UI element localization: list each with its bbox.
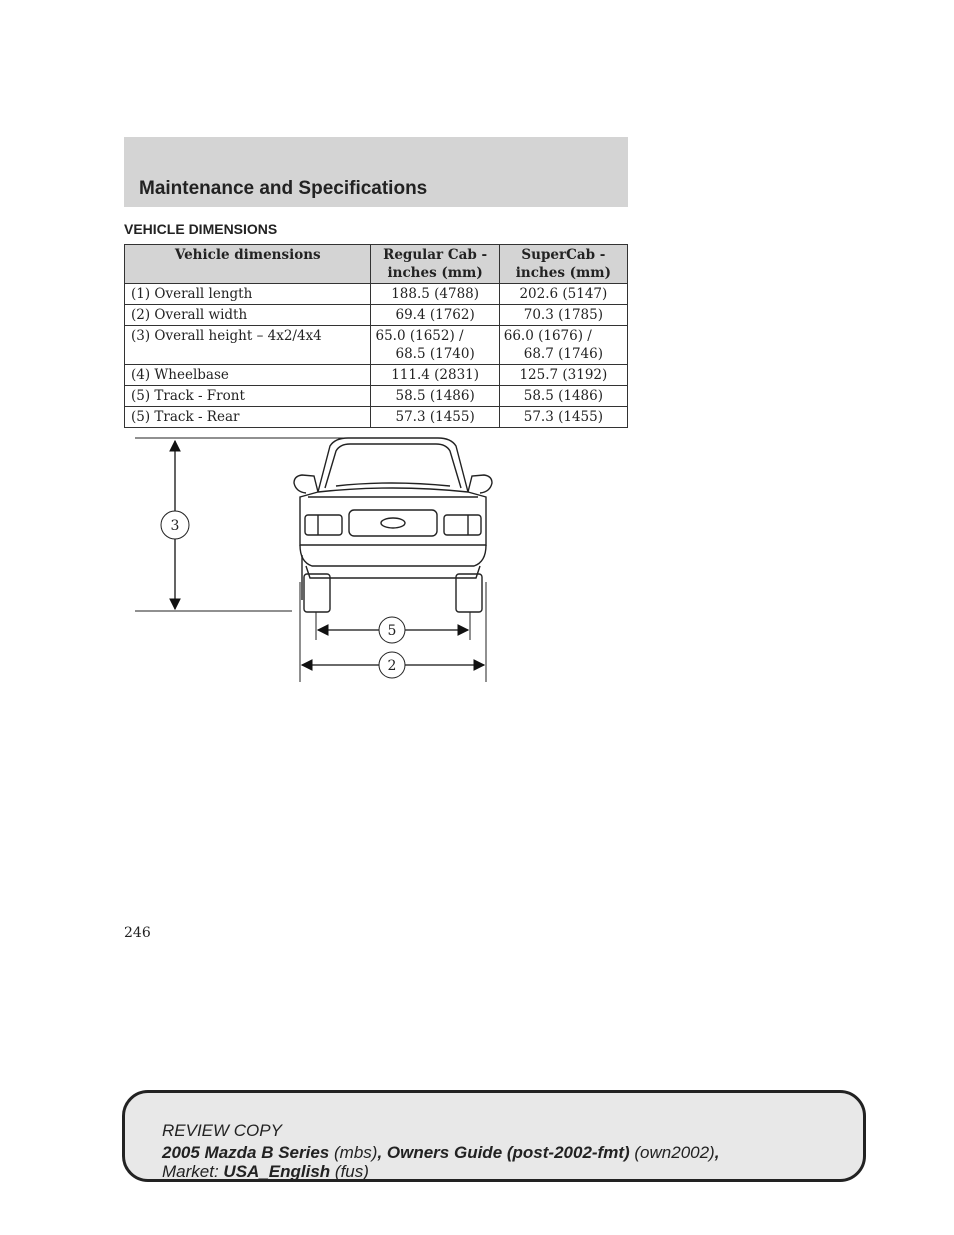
- vehicle-rear-view-figure: [124, 430, 504, 690]
- height-callout: [161, 511, 189, 539]
- market-line: [162, 1162, 369, 1182]
- row-label: (5) Track - Rear: [125, 407, 371, 428]
- regular-cab-value-4x2: 65.0 (1652) /: [375, 328, 464, 344]
- supercab-value: [499, 326, 627, 365]
- supercab-value: 70.3 (1785): [499, 305, 627, 326]
- trailing-comma: ,: [714, 1143, 720, 1162]
- market-name: USA_English: [223, 1162, 331, 1181]
- table-header-row: [125, 245, 628, 284]
- row-label: (4) Wheelbase: [125, 365, 371, 386]
- publication-line: [162, 1143, 719, 1163]
- section-header-band: [124, 137, 628, 207]
- regular-cab-value: 111.4 (2831): [371, 365, 499, 386]
- supercab-value: 58.5 (1486): [499, 386, 627, 407]
- section-heading: VEHICLE DIMENSIONS: [124, 221, 278, 237]
- column-header-regular-cab: Regular Cab - inches (mm): [371, 245, 499, 284]
- market-code: (fus): [334, 1162, 369, 1181]
- regular-cab-value: 188.5 (4788): [371, 284, 499, 305]
- vehicle-dimensions-table: [124, 244, 628, 428]
- truck-drawing: [294, 438, 492, 612]
- row-label: (3) Overall height – 4x2/4x4: [125, 326, 371, 365]
- regular-cab-value: 58.5 (1486): [371, 386, 499, 407]
- regular-cab-value: 69.4 (1762): [371, 305, 499, 326]
- table-row: [125, 386, 628, 407]
- regular-cab-value: [371, 326, 499, 365]
- row-label: (2) Overall width: [125, 305, 371, 326]
- row-label: (1) Overall length: [125, 284, 371, 305]
- table-row: [125, 326, 628, 365]
- supercab-value-4x4: 68.7 (1746): [523, 346, 603, 362]
- column-header-supercab: SuperCab - inches (mm): [499, 245, 627, 284]
- review-copy-label: REVIEW COPY: [162, 1121, 282, 1140]
- regular-cab-value: 57.3 (1455): [371, 407, 499, 428]
- height-callout-number: 3: [170, 518, 180, 534]
- guide-name: , Owners Guide (post-2002-fmt): [377, 1143, 630, 1162]
- table-row: [125, 407, 628, 428]
- supercab-value: 57.3 (1455): [499, 407, 627, 428]
- table-row: [125, 284, 628, 305]
- supercab-value-4x2: 66.0 (1676) /: [503, 328, 592, 344]
- page-number: 246: [124, 925, 151, 941]
- table-row: [125, 365, 628, 386]
- market-label: Market:: [162, 1162, 219, 1181]
- supercab-value: 202.6 (5147): [499, 284, 627, 305]
- track-callout-number: 5: [387, 623, 397, 639]
- width-callout-number: 2: [387, 658, 397, 674]
- row-label: (5) Track - Front: [125, 386, 371, 407]
- model-name: 2005 Mazda B Series: [162, 1143, 330, 1162]
- page-title: Maintenance and Specifications: [139, 178, 428, 199]
- table-row: [125, 305, 628, 326]
- column-header-dimensions: Vehicle dimensions: [125, 245, 371, 284]
- review-copy-footer: [122, 1090, 866, 1182]
- regular-cab-value-4x4: 68.5 (1740): [395, 346, 475, 362]
- model-code: (mbs): [334, 1143, 378, 1162]
- supercab-value: 125.7 (3192): [499, 365, 627, 386]
- guide-code: (own2002): [634, 1143, 715, 1162]
- track-front-dimension: [316, 612, 470, 643]
